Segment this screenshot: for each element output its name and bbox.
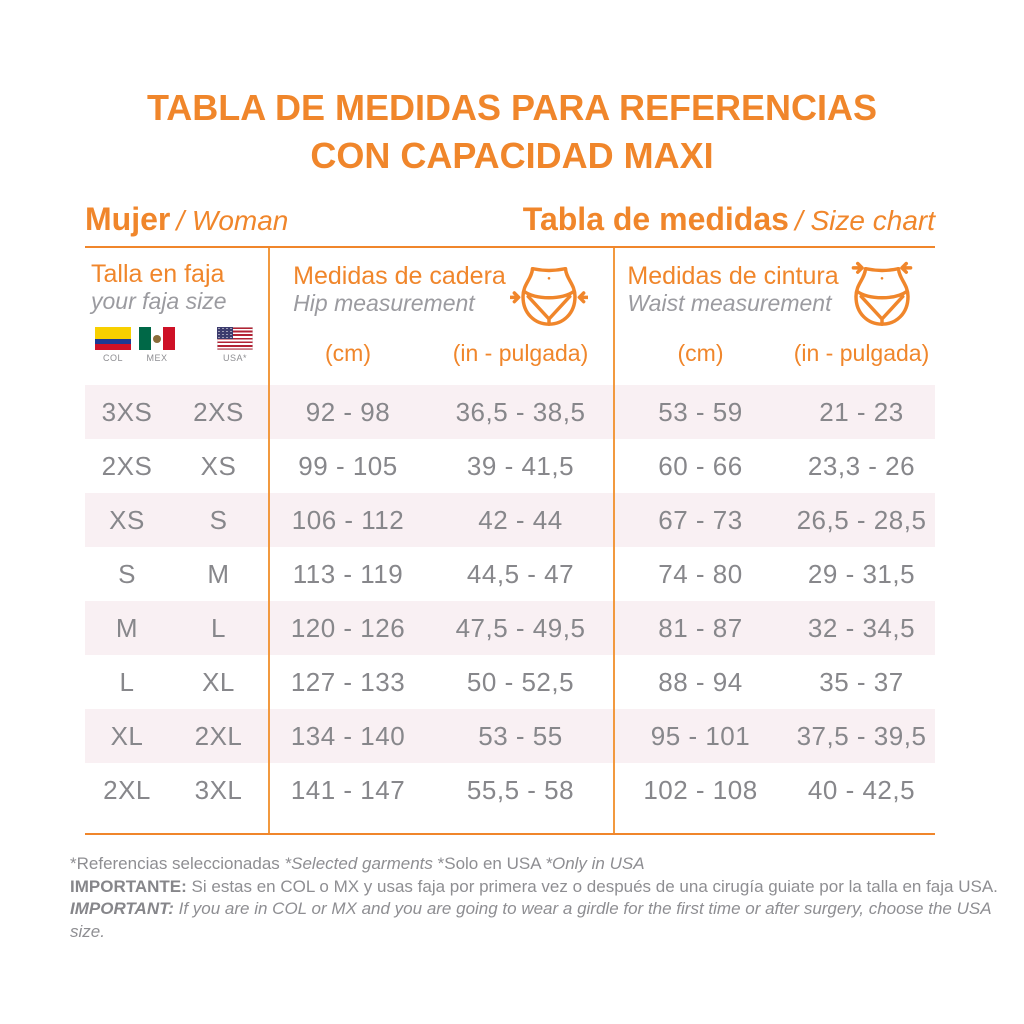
waist-cm-cell: 67 - 73: [658, 504, 743, 535]
important-label-es: IMPORTANTE:: [70, 876, 187, 896]
hip-cm-cell: 120 - 126: [290, 612, 406, 643]
waist-cm-cell: 74 - 80: [658, 558, 743, 589]
hip-cm-cell: 127 - 133: [290, 666, 406, 697]
footnote-ref-es: *Referencias seleccionadas: [70, 854, 285, 873]
table-row: [85, 493, 935, 547]
table-row: [85, 709, 935, 763]
hip-cm-cell: 134 - 140: [290, 720, 406, 751]
hip-column-header: [268, 248, 613, 385]
footnote-references: [70, 853, 1000, 876]
footnote-important-es: [70, 876, 1000, 899]
footnote-usa-en: *Only in USA: [545, 854, 645, 873]
size-column-title-en: your faja size: [91, 288, 227, 314]
chart-heading-en: / Size chart: [794, 205, 935, 236]
footnote-important-en: [70, 898, 1000, 943]
hip-cm-cell: 113 - 119: [292, 558, 404, 589]
table-bottom-gap: [85, 817, 935, 833]
colombia-flag-group: [95, 327, 131, 363]
table-row: [85, 763, 935, 817]
waist-units-row: [613, 340, 935, 367]
hip-measurement-icon: [510, 256, 588, 330]
size-colmex-cell: 2XL: [103, 774, 151, 805]
footnote-ref-en: *Selected garments: [284, 854, 438, 873]
hip-cm-cell: 106 - 112: [291, 504, 405, 535]
table-row: [85, 385, 935, 439]
hip-units-row: [268, 340, 613, 367]
waist-cm-cell: 88 - 94: [658, 666, 743, 697]
waist-cm-cell: 102 - 108: [643, 774, 758, 805]
column-divider-2: [613, 248, 615, 833]
colombia-flag-label: COL: [102, 353, 123, 363]
hip-in-cell: 47,5 - 49,5: [455, 612, 586, 643]
page-title: [0, 84, 1024, 180]
waist-measurement-icon: [843, 256, 921, 330]
waist-column-title-es: Medidas de cintura: [627, 262, 839, 290]
table-header: [85, 248, 935, 385]
usa-flag-icon: [217, 327, 253, 350]
hip-in-cell: 36,5 - 38,5: [455, 396, 586, 427]
size-usa-cell: L: [211, 612, 226, 643]
waist-in-cell: 32 - 34,5: [807, 612, 916, 643]
waist-in-cell: 23,3 - 26: [807, 450, 916, 481]
size-usa-cell: 2XS: [193, 396, 244, 427]
size-usa-cell: XL: [202, 666, 235, 697]
chart-heading: [523, 201, 935, 238]
hip-in-cell: 50 - 52,5: [466, 666, 575, 697]
waist-in-cell: 29 - 31,5: [807, 558, 916, 589]
flags-row: [91, 327, 268, 363]
table-row: [85, 601, 935, 655]
waist-unit-in: (in - pulgada): [793, 340, 930, 366]
hip-in-cell: 39 - 41,5: [466, 450, 575, 481]
waist-column-header: [613, 248, 935, 385]
size-usa-cell: S: [209, 504, 228, 535]
waist-cm-cell: 95 - 101: [650, 720, 751, 751]
size-colmex-cell: S: [118, 558, 136, 589]
hip-cm-cell: 99 - 105: [298, 450, 398, 481]
waist-in-cell: 26,5 - 28,5: [796, 504, 927, 535]
size-usa-cell: 2XL: [194, 720, 243, 751]
usa-flag-group: [217, 327, 253, 363]
size-column-title-es: Talla en faja: [91, 260, 225, 288]
size-colmex-cell: 3XS: [101, 396, 153, 427]
usa-flag-label: USA*: [222, 353, 247, 363]
page-title-line1: TABLA DE MEDIDAS PARA REFERENCIAS: [146, 87, 878, 128]
waist-in-cell: 40 - 42,5: [807, 774, 916, 805]
waist-in-cell: 37,5 - 39,5: [796, 720, 927, 751]
size-usa-cell: M: [207, 558, 230, 589]
size-column-header: [85, 248, 268, 385]
table-body: [85, 385, 935, 817]
table-row: [85, 439, 935, 493]
table-row: [85, 547, 935, 601]
important-label-en: IMPORTANT:: [70, 899, 174, 918]
gender-heading: [85, 201, 288, 238]
hip-in-cell: 42 - 44: [478, 504, 563, 535]
hip-cm-cell: 141 - 147: [290, 774, 406, 805]
hip-in-cell: 53 - 55: [478, 720, 563, 751]
chart-heading-es: Tabla de medidas: [522, 201, 789, 237]
waist-unit-cm: (cm): [677, 340, 724, 366]
waist-column-title-en: Waist measurement: [627, 290, 832, 316]
gender-heading-es: Mujer: [85, 201, 171, 237]
waist-in-cell: 21 - 23: [819, 396, 904, 427]
hip-unit-cm: (cm): [325, 340, 371, 366]
mexico-flag-label: MEX: [146, 353, 168, 363]
size-colmex-cell: 2XS: [101, 450, 153, 481]
important-text-es: Si estas en COL o MX y usas faja por primera vez o después de una cirugía guiate por la talla en faja USA.: [186, 876, 998, 896]
hip-cm-cell: 92 - 98: [305, 396, 391, 427]
size-table: [85, 246, 935, 835]
size-colmex-cell: XL: [110, 720, 144, 751]
footnotes: [70, 853, 1000, 943]
hip-unit-in: (in - pulgada): [452, 340, 589, 366]
waist-cm-cell: 53 - 59: [658, 396, 743, 427]
footnote-usa-es: *Solo en USA: [437, 854, 546, 873]
page-title-line2: CON CAPACIDAD MAXI: [310, 135, 714, 176]
section-header: [85, 201, 935, 238]
hip-column-title-es: Medidas de cadera: [293, 262, 506, 290]
waist-in-cell: 35 - 37: [819, 666, 904, 697]
important-text-en: If you are in COL or MX and you are going to wear a girdle for the first time or after surgery, choose the USA size.: [70, 899, 991, 941]
hip-in-cell: 44,5 - 47: [466, 558, 575, 589]
table-row: [85, 655, 935, 709]
size-colmex-cell: M: [115, 612, 139, 643]
hip-column-title-en: Hip measurement: [293, 290, 475, 316]
column-divider-1: [268, 248, 270, 833]
size-usa-cell: XS: [200, 450, 237, 481]
gender-heading-en: / Woman: [176, 205, 289, 236]
size-colmex-cell: L: [119, 666, 135, 697]
waist-cm-cell: 60 - 66: [658, 450, 743, 481]
size-colmex-cell: XS: [109, 504, 145, 535]
waist-cm-cell: 81 - 87: [658, 612, 743, 643]
colombia-flag-icon: [95, 327, 131, 350]
hip-in-cell: 55,5 - 58: [466, 774, 575, 805]
mexico-flag-group: [139, 327, 175, 363]
size-usa-cell: 3XL: [194, 774, 243, 805]
mexico-flag-icon: [139, 327, 175, 350]
